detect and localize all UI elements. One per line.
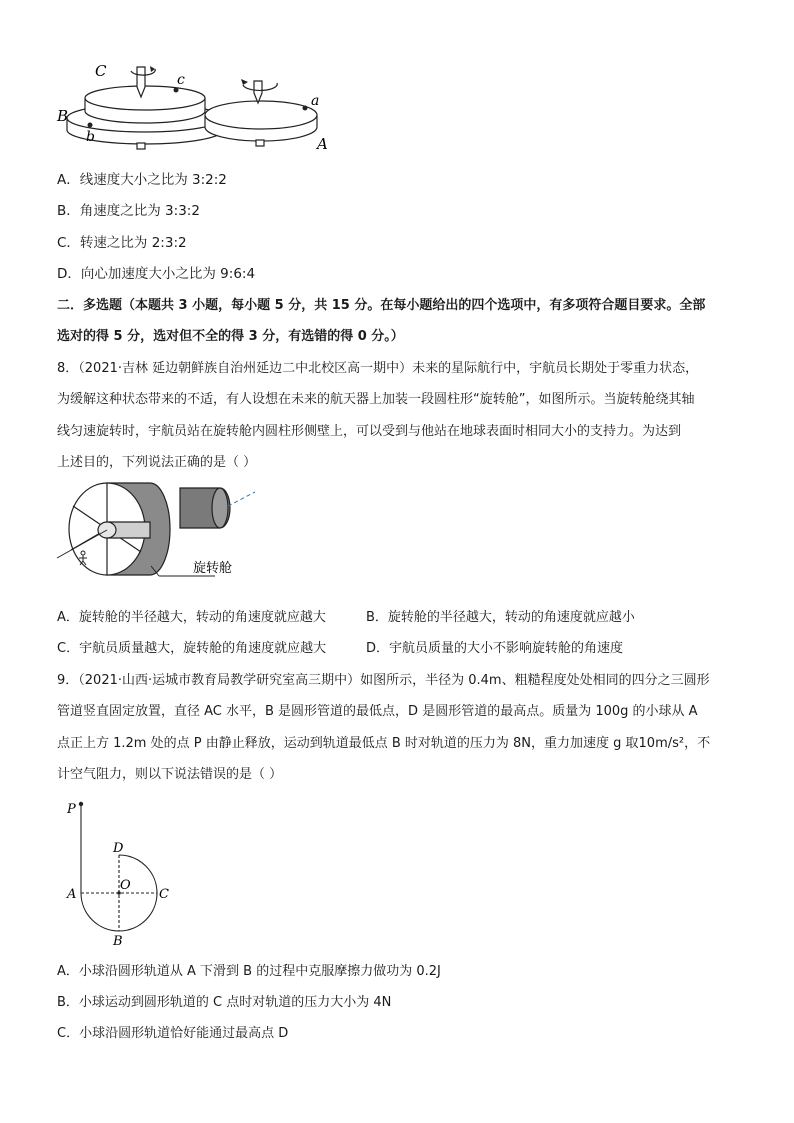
q8-stem-line3: 线匀速旋转时，宇航员站在旋转舱内圆柱形侧壁上，可以受到与他站在地球表面时相同大小的支持力。为达到 (57, 424, 682, 439)
label-rotating-cabin: 旋转舱 (193, 561, 233, 576)
label-a: a (311, 93, 320, 109)
label-P: P (67, 802, 76, 817)
q9-stem-line3: 点正上方 1.2m 处的点 P 由静止释放，运动到轨道最低点 B 时对轨道的压力为 8N，重力加速度 g 取10m/s²，不 (57, 736, 711, 751)
label-c: c (177, 72, 185, 88)
label-B: B (113, 934, 123, 949)
q7-option-a: A．线速度大小之比为 3:2:2 (57, 172, 227, 188)
label-D: D (113, 841, 124, 856)
q8-option-b: B．旋转舱的半径越大，转动的角速度就应越小 (366, 610, 635, 625)
q9-stem-line1: 9．（2021·山西·运城市教育局教学研究室高三期中）如图所示，半径为 0.4m、粗糙程度处处相同的四分之三圆形 (57, 673, 710, 688)
q9-stem-line4: 计空气阻力，则以下说法错误的是（ ） (57, 767, 283, 782)
q8-stem-line2: 为缓解这种状态带来的不适，有人设想在未来的航天器上加装一段圆柱形“旋转舱”，如图所示。当旋转舱绕其轴 (57, 392, 695, 407)
section-2-header-line2: 选对的得 5 分，选对但不全的得 3 分，有选错的得 0 分。） (57, 329, 404, 344)
label-C: C (95, 62, 107, 80)
q8-option-c: C．宇航员质量越大，旋转舱的角速度就应越大 (57, 641, 327, 656)
section-2-header-line1: 二．多选题（本题共 3 小题，每小题 5 分，共 15 分。在每小题给出的四个选项中，有多项符合题目要求。全部 (57, 298, 706, 313)
q7-option-b: B．角速度之比为 3:3:2 (57, 203, 200, 219)
figure-rotating-disks (55, 55, 345, 165)
label-b: b (86, 129, 95, 145)
figure-circular-track (60, 795, 180, 950)
q8-stem-line4: 上述目的，下列说法正确的是（ ） (57, 455, 257, 470)
q9-option-c: C．小球沿圆形轨道恰好能通过最高点 D (57, 1026, 289, 1041)
label-A: A (317, 135, 328, 153)
q8-option-a: A．旋转舱的半径越大，转动的角速度就应越大 (57, 610, 326, 625)
q7-option-d: D．向心加速度大小之比为 9:6:4 (57, 266, 256, 282)
q7-option-c: C．转速之比为 2:3:2 (57, 235, 187, 251)
q8-stem-line1: 8．（2021·吉林 延边朝鲜族自治州延边二中北校区高一期中）未来的星际航行中，宇航员长期处于零重力状态， (57, 361, 699, 376)
q9-option-b: B．小球运动到圆形轨道的 C 点时对轨道的压力大小为 4N (57, 995, 392, 1010)
q8-option-d: D．宇航员质量的大小不影响旋转舱的角速度 (366, 641, 624, 656)
label-B: B (57, 107, 69, 125)
q9-stem-line2: 管道竖直固定放置，直径 AC 水平，B 是圆形管道的最低点，D 是圆形管道的最高点。质量为 100g 的小球从 A (57, 704, 698, 719)
q9-option-a: A．小球沿圆形轨道从 A 下滑到 B 的过程中克服摩擦力做功为 0.2J (57, 964, 441, 979)
label-C: C (159, 887, 169, 902)
label-A: A (67, 887, 77, 902)
label-O: O (120, 878, 131, 893)
figure-rotating-cabin (55, 478, 255, 590)
